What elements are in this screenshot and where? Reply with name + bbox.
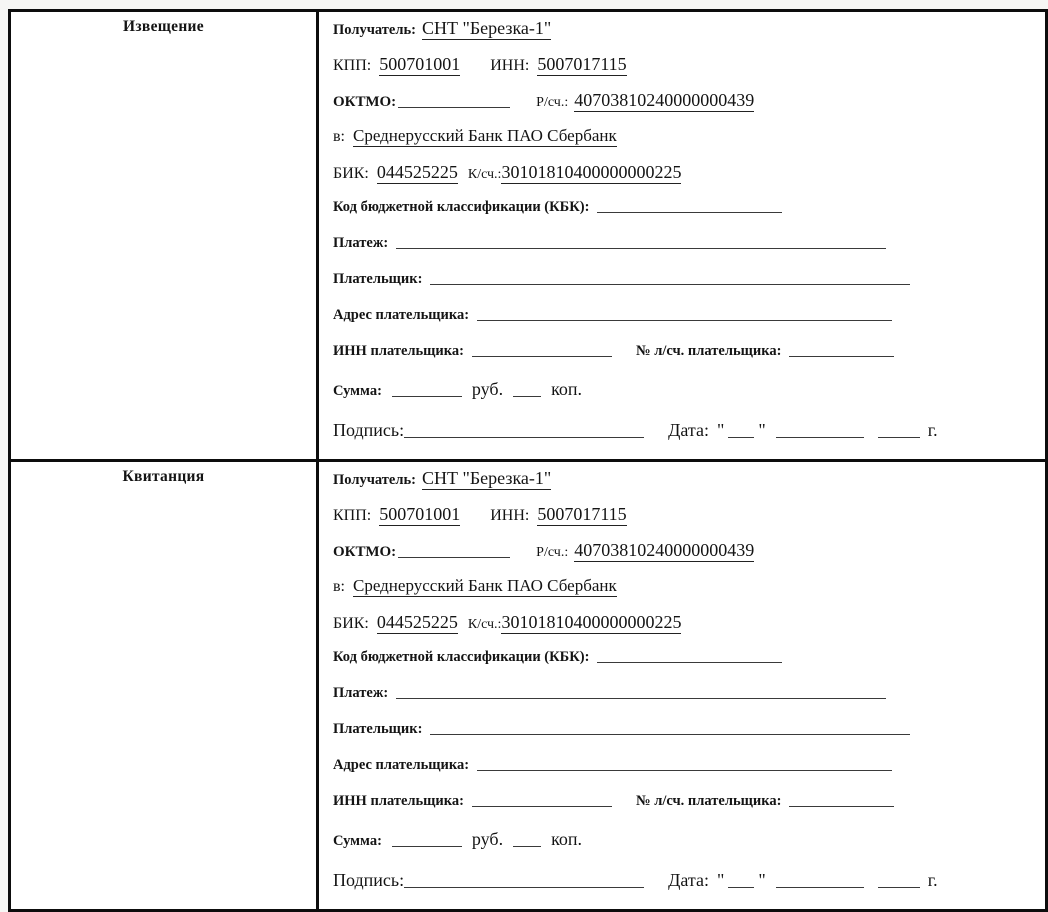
payer-row <box>333 721 1037 757</box>
payer-address-label: Адрес плательщика: <box>333 757 470 773</box>
section-stub-cell <box>11 12 319 459</box>
amount-kop-blank-line <box>513 845 541 847</box>
kpp-inn-row <box>333 55 1037 91</box>
payment-blank-line <box>396 697 886 699</box>
date-month-blank-line <box>776 436 864 438</box>
kpp-value: 500701001 <box>379 504 461 524</box>
kbk-label: Код бюджетной классификации (КБК): <box>333 199 590 215</box>
year-suffix-label: г. <box>927 420 938 440</box>
kop-label: коп. <box>551 829 583 849</box>
inn-label: ИНН: <box>490 507 530 524</box>
kbk-row <box>333 199 1037 235</box>
payer-address-blank-line <box>477 769 892 771</box>
bik-value: 044525225 <box>376 612 458 632</box>
signature-blank-line <box>404 436 644 438</box>
oktmo-label: ОКТМО: <box>333 544 397 560</box>
recipient-value: СНТ "Березка-1" <box>421 468 552 488</box>
section-kvitantsiya <box>11 459 1045 909</box>
signature-label: Подпись: <box>333 870 405 890</box>
payer-inn-blank-line <box>472 355 612 357</box>
payment-row <box>333 685 1037 721</box>
payer-inn-label: ИНН плательщика: <box>333 793 464 809</box>
kpp-value: 500701001 <box>379 54 461 74</box>
corr-account-label: К/сч.: <box>467 167 502 182</box>
payer-account-blank-line <box>789 355 894 357</box>
oktmo-blank-line <box>398 106 510 108</box>
bik-label: БИК: <box>333 615 369 632</box>
amount-rub-blank-line <box>392 845 462 847</box>
date-label: Дата: <box>668 420 709 440</box>
payer-account-blank-line <box>789 805 894 807</box>
settlement-account-label: Р/сч.: <box>536 545 569 560</box>
oktmo-label: ОКТМО: <box>333 94 397 110</box>
amount-row <box>333 379 1037 415</box>
payment-label: Платеж: <box>333 685 389 701</box>
payment-blank-line <box>396 247 886 249</box>
date-open-quote: " <box>717 870 725 890</box>
bik-corr-row <box>333 163 1037 199</box>
bank-value: Среднерусский Банк ПАО Сбербанк <box>353 576 617 595</box>
amount-label: Сумма: <box>333 833 382 849</box>
section-title: Квитанция <box>122 468 205 485</box>
year-suffix-label: г. <box>927 870 938 890</box>
recipient-value: СНТ "Березка-1" <box>421 18 552 38</box>
kbk-label: Код бюджетной классификации (КБК): <box>333 649 590 665</box>
payer-address-blank-line <box>477 319 892 321</box>
bik-label: БИК: <box>333 165 369 182</box>
payer-inn-label: ИНН плательщика: <box>333 343 464 359</box>
section-fields-cell <box>319 462 1045 909</box>
kop-label: коп. <box>551 379 583 399</box>
inn-value: 5007017115 <box>537 54 627 74</box>
payment-row <box>333 235 1037 271</box>
inn-value: 5007017115 <box>537 504 627 524</box>
date-close-quote: " <box>758 870 766 890</box>
bank-value: Среднерусский Банк ПАО Сбербанк <box>353 126 617 145</box>
kpp-label: КПП: <box>333 57 372 74</box>
rub-label: руб. <box>471 829 504 849</box>
payment-label: Платеж: <box>333 235 389 251</box>
payment-slip <box>8 9 1048 912</box>
recipient-label: Получатель: <box>333 22 416 38</box>
section-stub-cell <box>11 462 319 909</box>
payer-account-label: № л/сч. плательщика: <box>636 343 782 359</box>
payer-address-row <box>333 307 1037 343</box>
recipient-row <box>333 469 1037 505</box>
bank-label: в: <box>333 128 345 145</box>
bik-value: 044525225 <box>376 162 458 182</box>
settlement-account-value: 40703810240000000439 <box>574 540 755 560</box>
payer-account-label: № л/сч. плательщика: <box>636 793 782 809</box>
kbk-blank-line <box>597 661 782 663</box>
amount-rub-blank-line <box>392 395 462 397</box>
payer-inn-blank-line <box>472 805 612 807</box>
date-year-blank-line <box>878 886 920 888</box>
date-close-quote: " <box>758 420 766 440</box>
section-izveshchenie <box>11 12 1045 459</box>
payer-inn-account-row <box>333 793 1037 829</box>
rub-label: руб. <box>471 379 504 399</box>
signature-date-row <box>333 420 1037 453</box>
inn-label: ИНН: <box>490 57 530 74</box>
oktmo-account-row <box>333 91 1037 127</box>
bank-row <box>333 127 1037 163</box>
payer-address-row <box>333 757 1037 793</box>
section-title: Извещение <box>123 18 204 35</box>
bik-corr-row <box>333 613 1037 649</box>
date-label: Дата: <box>668 870 709 890</box>
payer-blank-line <box>430 733 910 735</box>
date-month-blank-line <box>776 886 864 888</box>
payer-blank-line <box>430 283 910 285</box>
kbk-row <box>333 649 1037 685</box>
corr-account-label: К/сч.: <box>467 617 502 632</box>
oktmo-blank-line <box>398 556 510 558</box>
payer-label: Плательщик: <box>333 271 423 287</box>
corr-account-value: 30101810400000000225 <box>501 162 682 182</box>
payer-inn-account-row <box>333 343 1037 379</box>
amount-row <box>333 829 1037 865</box>
date-day-blank-line <box>728 436 754 438</box>
settlement-account-label: Р/сч.: <box>536 95 569 110</box>
amount-kop-blank-line <box>513 395 541 397</box>
bank-label: в: <box>333 578 345 595</box>
payer-label: Плательщик: <box>333 721 423 737</box>
signature-date-row <box>333 870 1037 903</box>
corr-account-value: 30101810400000000225 <box>501 612 682 632</box>
payer-row <box>333 271 1037 307</box>
date-open-quote: " <box>717 420 725 440</box>
amount-label: Сумма: <box>333 383 382 399</box>
payer-address-label: Адрес плательщика: <box>333 307 470 323</box>
oktmo-account-row <box>333 541 1037 577</box>
signature-label: Подпись: <box>333 420 405 440</box>
section-fields-cell <box>319 12 1045 459</box>
bank-row <box>333 577 1037 613</box>
date-day-blank-line <box>728 886 754 888</box>
signature-blank-line <box>404 886 644 888</box>
kbk-blank-line <box>597 211 782 213</box>
settlement-account-value: 40703810240000000439 <box>574 90 755 110</box>
kpp-label: КПП: <box>333 507 372 524</box>
date-year-blank-line <box>878 436 920 438</box>
recipient-label: Получатель: <box>333 472 416 488</box>
kpp-inn-row <box>333 505 1037 541</box>
recipient-row <box>333 19 1037 55</box>
